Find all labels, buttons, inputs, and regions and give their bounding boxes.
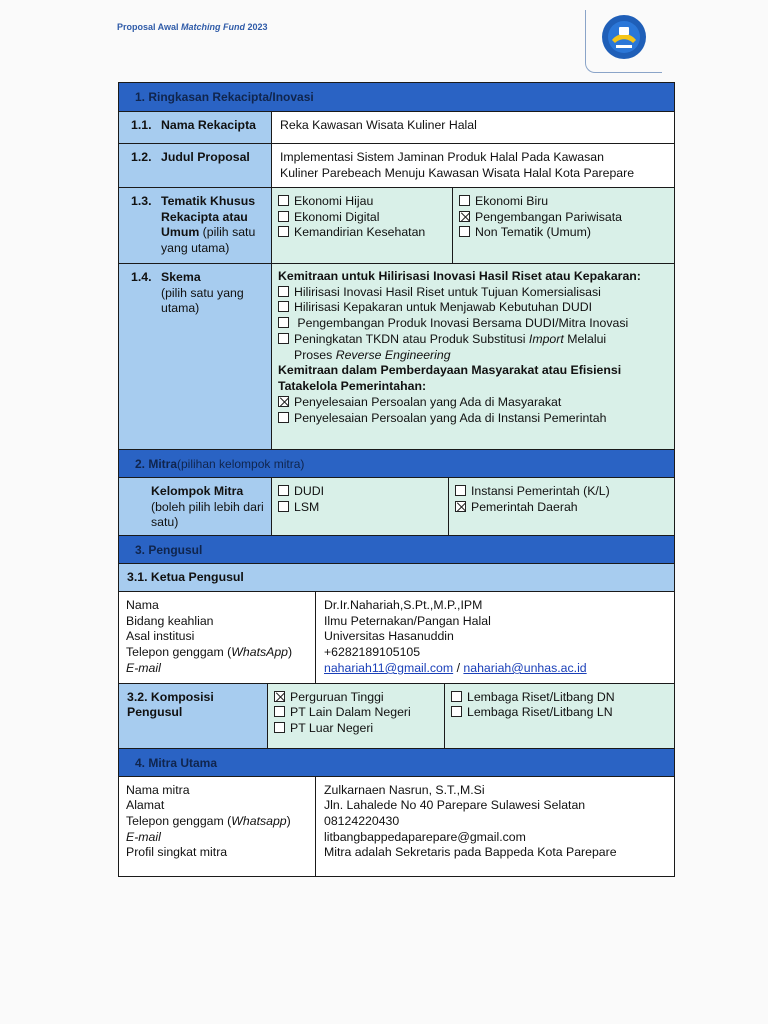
tematik-left xyxy=(272,188,452,263)
checked-checkbox-icon[interactable] xyxy=(274,691,285,702)
ketua-bidang: Ilmu Peternakan/Pangan Halal xyxy=(324,613,491,628)
option-pengembangan-pariwisata[interactable]: Pengembangan Pariwisata xyxy=(459,210,668,226)
header-prefix: Proposal Awal xyxy=(117,22,182,32)
checkbox-icon[interactable] xyxy=(278,286,289,297)
checkbox-icon[interactable] xyxy=(274,706,285,717)
row-ketua-pengusul xyxy=(118,592,675,684)
option-persoalan-masyarakat[interactable]: Penyelesaian Persoalan yang Ada di Masyarakat xyxy=(278,395,668,411)
option-dudi[interactable]: DUDI xyxy=(278,484,442,500)
checkbox-icon[interactable] xyxy=(459,226,470,237)
skema-options: Kemitraan untuk Hilirisasi Inovasi Hasil Riset atau Kepakaran: Hilirisasi Inovasi Hasil Riset untuk Tujuan Komersialisasi Hilirisasi Kepakaran untuk Menjawab Kebutuhan DUDI Pengembangan Produk Inovasi Bersama DUDI/Mitra Inovasi Peningkatan TKDN atau Produk Substitusi Import Melalui Proses Reverse Engineering Kemitraan dalam Pemberdayaan Masyarakat atau Efisiensi Tatakelola Pemerintahan: Penyelesaian Persoalan yang Ada di Masyarakat Penyelesaian Persoalan yang Ada di Instansi Pemerintah xyxy=(272,264,674,449)
skema-heading-2: Kemitraan dalam Pemberdayaan Masyarakat atau Efisiensi Tatakelola Pemerintahan: xyxy=(278,363,622,394)
row-skema: 1.4. Skema (pilih satu yang utama) Kemitraan untuk Hilirisasi Inovasi Hasil Riset atau Kepakaran: Hilirisasi Inovasi Hasil Riset untuk Tujuan Komersialisasi Hilirisasi Kepakaran untuk Menjawab Kebutuhan DUDI Pengembangan Produk Inovasi Bersama DUDI/Mitra Inovasi Peningkatan TKDN atau Produk Substitusi Import Melalui Proses Reverse Engineering Kemitraan dalam Pemberdayaan Masyarakat atau Efisiensi Tatakelola Pemerintahan: Penyelesaian Persoalan yang Ada di Masyarakat Penyelesaian Persoalan yang Ada di Instansi Pemerintah xyxy=(118,264,675,450)
checkbox-icon[interactable] xyxy=(278,317,289,328)
skema-heading-1: Kemitraan untuk Hilirisasi Inovasi Hasil Riset atau Kepakaran: xyxy=(278,269,641,283)
row-nama-rekacipta: 1.1. Nama Rekacipta Reka Kawasan Wisata Kuliner Halal xyxy=(118,112,675,144)
row-mitra-utama xyxy=(118,777,675,877)
checked-checkbox-icon[interactable] xyxy=(278,396,289,407)
ketua-institusi: Universitas Hasanuddin xyxy=(324,629,454,644)
nama-rekacipta-value: Reka Kawasan Wisata Kuliner Halal xyxy=(272,112,674,143)
option-ekonomi-biru[interactable]: Ekonomi Biru xyxy=(459,194,668,210)
mitra-right xyxy=(448,478,674,535)
row-kelompok-mitra: Kelompok Mitra (boleh pilih lebih dari satu) DUDI LSM Instansi Pemerintah (K/L) Pemerintah Daerah xyxy=(118,478,675,536)
checkbox-icon[interactable] xyxy=(278,195,289,206)
checkbox-icon[interactable] xyxy=(455,485,466,496)
checkbox-icon[interactable] xyxy=(459,195,470,206)
section-3-header: 3. Pengusul xyxy=(118,536,675,564)
checkbox-icon[interactable] xyxy=(278,412,289,423)
ketua-labels: Nama Bidang keahlian Asal institusi Telepon genggam (WhatsApp) E-mail xyxy=(119,592,316,683)
komposisi-left xyxy=(268,684,444,748)
komposisi-right xyxy=(444,684,674,748)
option-hilirisasi-riset[interactable]: Hilirisasi Inovasi Hasil Riset untuk Tujuan Komersialisasi xyxy=(278,285,668,301)
email-link-1[interactable]: nahariah11@gmail.com xyxy=(324,660,454,675)
mitra-telepon: 08124220430 xyxy=(324,813,400,828)
email-link-2[interactable]: nahariah@unhas.ac.id xyxy=(463,660,587,675)
judul-proposal-value: Implementasi Sistem Jaminan Produk Halal Pada Kawasan Kuliner Parebeach Menuju Kawasan Wisata Halal Kota Parepare xyxy=(272,144,674,187)
mitra-utama-labels: Nama mitra Alamat Telepon genggam (Whatsapp) E-mail Profil singkat mitra xyxy=(119,777,316,876)
checkbox-icon[interactable] xyxy=(451,706,462,717)
option-hilirisasi-kepakaran[interactable]: Hilirisasi Kepakaran untuk Menjawab Kebutuhan DUDI xyxy=(278,300,668,316)
option-peningkatan-tkdn[interactable]: Peningkatan TKDN atau Produk Substitusi Import Melalui xyxy=(278,332,668,348)
mitra-alamat: Jln. Lahalede No 40 Parepare Sulawesi Selatan xyxy=(324,798,586,813)
checkbox-icon[interactable] xyxy=(278,485,289,496)
option-instansi-pemerintah[interactable]: Instansi Pemerintah (K/L) xyxy=(455,484,668,500)
row-tematik: 1.3. Tematik Khusus Rekacipta atau Umum (pilih satu yang utama) Ekonomi Hijau Ekonomi Digital Kemandirian Kesehatan Ekonomi Biru Pengembangan Pariwisata Non Tematik (Umum) xyxy=(118,188,675,264)
option-perguruan-tinggi[interactable]: Perguruan Tinggi xyxy=(274,690,438,706)
checkbox-icon[interactable] xyxy=(274,722,285,733)
ketua-telepon: +6282189105105 xyxy=(324,645,421,660)
section-1-header: 1. Ringkasan Rekacipta/Inovasi xyxy=(118,82,675,112)
checkbox-icon[interactable] xyxy=(278,301,289,312)
checkbox-icon[interactable] xyxy=(278,211,289,222)
option-ekonomi-digital[interactable]: Ekonomi Digital xyxy=(278,210,446,226)
ketua-values: Dr.Ir.Nahariah,S.Pt.,M.P.,IPM Ilmu Peternakan/Pangan Halal Universitas Hasanuddin +6282189105105 nahariah11@gmail.com / nahariah@unhas.ac.id xyxy=(316,592,674,683)
option-kemandirian-kesehatan[interactable]: Kemandirian Kesehatan xyxy=(278,225,446,241)
page-header xyxy=(117,22,268,32)
option-persoalan-pemerintah[interactable]: Penyelesaian Persoalan yang Ada di Instansi Pemerintah xyxy=(278,411,668,427)
checkbox-icon[interactable] xyxy=(278,333,289,344)
section-2-header: 2. Mitra (pilihan kelompok mitra) xyxy=(118,450,675,478)
mitra-utama-values xyxy=(316,777,674,876)
option-litbang-ln[interactable]: Lembaga Riset/Litbang LN xyxy=(451,705,668,721)
mitra-profil: Mitra adalah Sekretaris pada Bappeda Kota Parepare xyxy=(324,845,617,860)
proposal-form xyxy=(118,82,675,877)
header-italic: Matching Fund xyxy=(181,22,246,32)
option-non-tematik[interactable]: Non Tematik (Umum) xyxy=(459,225,668,241)
mitra-left xyxy=(272,478,448,535)
header-year: 2023 xyxy=(245,22,268,32)
tematik-right xyxy=(452,188,674,263)
checkbox-icon[interactable] xyxy=(451,691,462,702)
checkbox-icon[interactable] xyxy=(278,501,289,512)
mitra-nama: Zulkarnaen Nasrun, S.T.,M.Si xyxy=(324,782,485,797)
checkbox-icon[interactable] xyxy=(278,226,289,237)
option-pt-lain-dalam-negeri[interactable]: PT Lain Dalam Negeri xyxy=(274,705,438,721)
ketua-pengusul-header: 3.1. Ketua Pengusul xyxy=(118,564,675,592)
row-komposisi-pengusul: 3.2. Komposisi Pengusul Perguruan Tinggi PT Lain Dalam Negeri PT Luar Negeri Lembaga Riset/Litbang DN Lembaga Riset/Litbang LN xyxy=(118,683,675,749)
option-pt-luar-negeri[interactable]: PT Luar Negeri xyxy=(274,721,438,737)
checked-checkbox-icon[interactable] xyxy=(455,501,466,512)
ketua-nama: Dr.Ir.Nahariah,S.Pt.,M.P.,IPM xyxy=(324,598,483,612)
option-ekonomi-hijau[interactable]: Ekonomi Hijau xyxy=(278,194,446,210)
option-pengembangan-produk[interactable]: Pengembangan Produk Inovasi Bersama DUDI/Mitra Inovasi xyxy=(278,316,668,332)
option-pemerintah-daerah[interactable]: Pemerintah Daerah xyxy=(455,500,668,516)
section-4-header: 4. Mitra Utama xyxy=(118,749,675,777)
mitra-email: litbangbappedaparepare@gmail.com xyxy=(324,829,526,844)
checked-checkbox-icon[interactable] xyxy=(459,211,470,222)
option-lsm[interactable]: LSM xyxy=(278,500,442,516)
option-litbang-dn[interactable]: Lembaga Riset/Litbang DN xyxy=(451,690,668,706)
row-judul-proposal: 1.2. Judul Proposal Implementasi Sistem Jaminan Produk Halal Pada Kawasan Kuliner Parebeach Menuju Kawasan Wisata Halal Kota Parepare xyxy=(118,144,675,188)
kemdikbud-logo xyxy=(600,13,648,61)
logo-frame xyxy=(585,10,662,73)
